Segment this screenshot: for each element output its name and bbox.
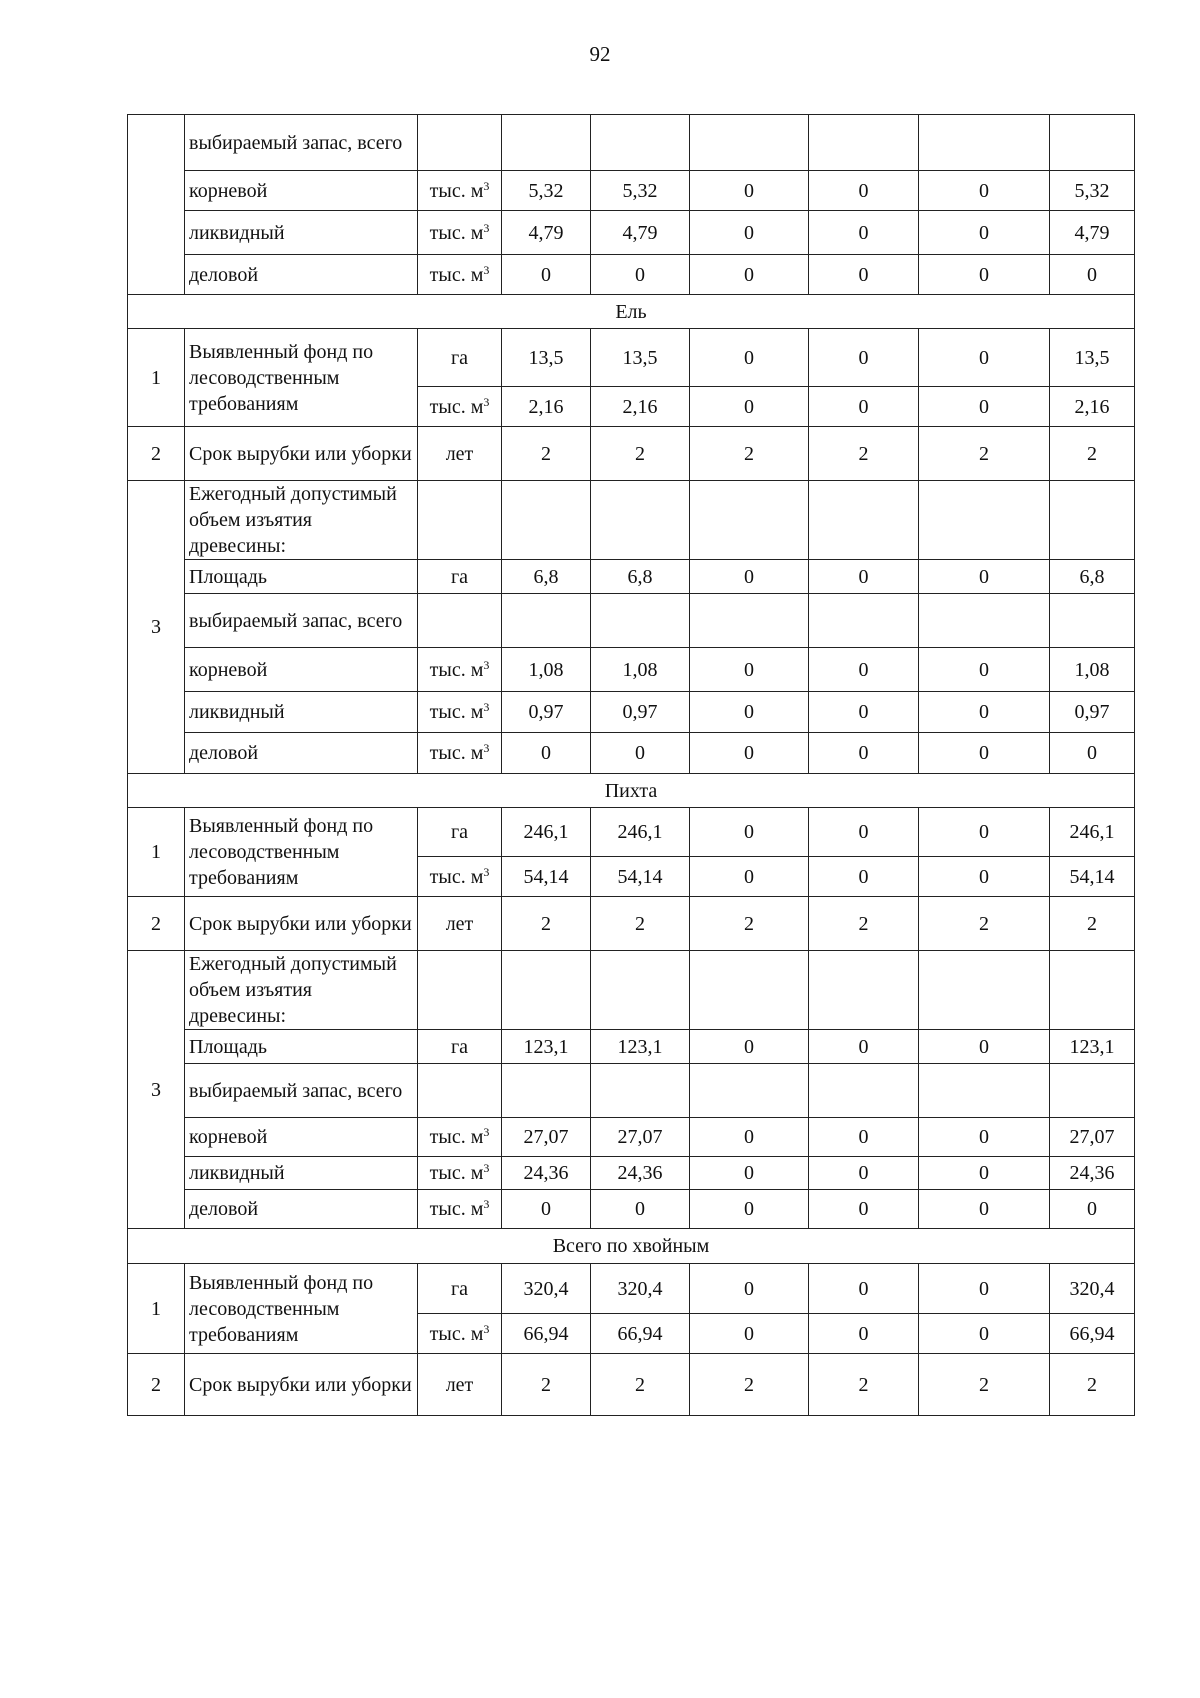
value-cell: 0 bbox=[809, 692, 919, 733]
unit-cell bbox=[418, 594, 502, 648]
row-label: Ежегодный допустимый объем изъятия древесины: bbox=[185, 481, 418, 560]
unit-cell: тыс. $м^3$ bbox=[418, 733, 502, 774]
value-cell bbox=[1050, 481, 1135, 560]
value-cell: 0 bbox=[809, 1030, 919, 1064]
section-header-row bbox=[128, 1229, 1135, 1264]
value-cell: 2 bbox=[919, 897, 1050, 951]
value-cell bbox=[502, 1064, 591, 1118]
row-number: 2 bbox=[128, 427, 185, 481]
value-cell: 0 bbox=[690, 808, 809, 857]
value-cell: 2 bbox=[690, 897, 809, 951]
value-cell: 24,36 bbox=[1050, 1157, 1135, 1190]
value-cell: 0 bbox=[919, 211, 1050, 255]
unit-cell: тыс. $м^3$ bbox=[418, 1157, 502, 1190]
row-label: корневой bbox=[185, 171, 418, 211]
unit-cell bbox=[418, 951, 502, 1030]
value-cell: 0 bbox=[919, 1157, 1050, 1190]
value-cell: 0 bbox=[919, 692, 1050, 733]
row-label: деловой bbox=[185, 1190, 418, 1229]
value-cell: 0 bbox=[690, 387, 809, 427]
value-cell: 0,97 bbox=[502, 692, 591, 733]
value-cell: 54,14 bbox=[1050, 857, 1135, 897]
unit-cell bbox=[418, 115, 502, 171]
value-cell: 2 bbox=[690, 427, 809, 481]
value-cell: 246,1 bbox=[591, 808, 690, 857]
value-cell bbox=[690, 115, 809, 171]
value-cell: 2 bbox=[1050, 427, 1135, 481]
row-label: корневой bbox=[185, 1118, 418, 1157]
value-cell: 0 bbox=[502, 255, 591, 295]
row-label: выбираемый запас, всего bbox=[185, 115, 418, 171]
value-cell bbox=[591, 481, 690, 560]
value-cell: 0 bbox=[1050, 255, 1135, 295]
value-cell: 0 bbox=[919, 808, 1050, 857]
value-cell: 0 bbox=[809, 1118, 919, 1157]
value-cell: 0 bbox=[919, 648, 1050, 692]
value-cell bbox=[591, 594, 690, 648]
value-cell: 320,4 bbox=[1050, 1264, 1135, 1314]
row-label: выбираемый запас, всего bbox=[185, 1064, 418, 1118]
value-cell: 0 bbox=[690, 255, 809, 295]
value-cell: 24,36 bbox=[502, 1157, 591, 1190]
value-cell: 0 bbox=[690, 171, 809, 211]
row-number: 1 bbox=[128, 1264, 185, 1354]
value-cell: 54,14 bbox=[591, 857, 690, 897]
value-cell: 0 bbox=[809, 1157, 919, 1190]
value-cell bbox=[809, 951, 919, 1030]
value-cell: 320,4 bbox=[502, 1264, 591, 1314]
value-cell: 2 bbox=[809, 1354, 919, 1416]
unit-cell: га bbox=[418, 808, 502, 857]
unit-cell bbox=[418, 1064, 502, 1118]
row-label: Срок вырубки или уборки bbox=[185, 427, 418, 481]
value-cell: 2 bbox=[502, 897, 591, 951]
table-row bbox=[128, 897, 1135, 951]
value-cell: 0 bbox=[1050, 733, 1135, 774]
unit-cell: тыс. $м^3$ bbox=[418, 648, 502, 692]
value-cell: 0 bbox=[919, 255, 1050, 295]
row-label: Выявленный фонд по лесоводственным требованиям bbox=[185, 808, 418, 897]
value-cell: 2 bbox=[1050, 897, 1135, 951]
row-label: выбираемый запас, всего bbox=[185, 594, 418, 648]
value-cell bbox=[502, 594, 591, 648]
value-cell bbox=[502, 481, 591, 560]
value-cell: 2,16 bbox=[591, 387, 690, 427]
value-cell: 0 bbox=[502, 1190, 591, 1229]
value-cell: 320,4 bbox=[591, 1264, 690, 1314]
value-cell bbox=[919, 594, 1050, 648]
value-cell: 5,32 bbox=[502, 171, 591, 211]
row-number: 1 bbox=[128, 329, 185, 427]
unit-cell bbox=[418, 481, 502, 560]
value-cell: 0 bbox=[809, 857, 919, 897]
row-number: 2 bbox=[128, 897, 185, 951]
value-cell: 2 bbox=[591, 427, 690, 481]
value-cell bbox=[690, 1064, 809, 1118]
value-cell: 0 bbox=[591, 733, 690, 774]
value-cell: 0 bbox=[809, 329, 919, 387]
value-cell: 0 bbox=[809, 1264, 919, 1314]
unit-cell: га bbox=[418, 1030, 502, 1064]
value-cell: 0 bbox=[690, 1118, 809, 1157]
unit-cell: тыс. $м^3$ bbox=[418, 692, 502, 733]
value-cell: 0 bbox=[919, 329, 1050, 387]
value-cell: 0 bbox=[809, 733, 919, 774]
unit-cell: га bbox=[418, 1264, 502, 1314]
unit-cell: га bbox=[418, 329, 502, 387]
value-cell: 0 bbox=[690, 1157, 809, 1190]
value-cell: 27,07 bbox=[1050, 1118, 1135, 1157]
row-label: ликвидный bbox=[185, 1157, 418, 1190]
value-cell bbox=[1050, 594, 1135, 648]
table-row bbox=[128, 808, 1135, 857]
value-cell bbox=[690, 481, 809, 560]
value-cell: 0 bbox=[809, 808, 919, 857]
value-cell: 0 bbox=[502, 733, 591, 774]
table-row bbox=[128, 171, 1135, 211]
value-cell: 66,94 bbox=[1050, 1314, 1135, 1354]
value-cell: 2 bbox=[502, 427, 591, 481]
table-row bbox=[128, 1190, 1135, 1229]
row-label: Площадь bbox=[185, 1030, 418, 1064]
table-row bbox=[128, 692, 1135, 733]
value-cell: 0 bbox=[690, 1264, 809, 1314]
value-cell: 27,07 bbox=[591, 1118, 690, 1157]
value-cell bbox=[690, 951, 809, 1030]
table-row bbox=[128, 1354, 1135, 1416]
value-cell: 0 bbox=[809, 387, 919, 427]
section-header-row bbox=[128, 774, 1135, 808]
table-row bbox=[128, 648, 1135, 692]
value-cell: 2 bbox=[591, 1354, 690, 1416]
unit-cell: лет bbox=[418, 897, 502, 951]
value-cell: 54,14 bbox=[502, 857, 591, 897]
page-number: 92 bbox=[589, 42, 611, 66]
value-cell: 0,97 bbox=[1050, 692, 1135, 733]
unit-cell: тыс. $м^3$ bbox=[418, 1118, 502, 1157]
value-cell: 0 bbox=[809, 1314, 919, 1354]
unit-cell: тыс. $м^3$ bbox=[418, 171, 502, 211]
value-cell: 13,5 bbox=[1050, 329, 1135, 387]
value-cell: 0 bbox=[1050, 1190, 1135, 1229]
value-cell: 0 bbox=[690, 1314, 809, 1354]
row-label: Площадь bbox=[185, 560, 418, 594]
table-row bbox=[128, 1157, 1135, 1190]
value-cell: 0 bbox=[690, 1190, 809, 1229]
value-cell: 6,8 bbox=[502, 560, 591, 594]
table-row bbox=[128, 211, 1135, 255]
value-cell: 6,8 bbox=[1050, 560, 1135, 594]
table-row bbox=[128, 427, 1135, 481]
section-title: Пихта bbox=[128, 774, 1135, 808]
table-row bbox=[128, 560, 1135, 594]
value-cell: 2,16 bbox=[502, 387, 591, 427]
table-row bbox=[128, 1264, 1135, 1314]
value-cell: 27,07 bbox=[502, 1118, 591, 1157]
unit-cell: лет bbox=[418, 1354, 502, 1416]
value-cell: 2 bbox=[1050, 1354, 1135, 1416]
value-cell bbox=[1050, 1064, 1135, 1118]
value-cell: 66,94 bbox=[591, 1314, 690, 1354]
value-cell: 0 bbox=[591, 255, 690, 295]
value-cell: 0 bbox=[591, 1190, 690, 1229]
value-cell: 4,79 bbox=[1050, 211, 1135, 255]
value-cell bbox=[919, 951, 1050, 1030]
value-cell: 0 bbox=[919, 1030, 1050, 1064]
row-number: 1 bbox=[128, 808, 185, 897]
value-cell bbox=[919, 481, 1050, 560]
value-cell bbox=[919, 115, 1050, 171]
unit-cell: лет bbox=[418, 427, 502, 481]
value-cell: 0 bbox=[809, 171, 919, 211]
table-row bbox=[128, 255, 1135, 295]
unit-cell: тыс. $м^3$ bbox=[418, 387, 502, 427]
value-cell bbox=[809, 115, 919, 171]
value-cell: 0 bbox=[809, 1190, 919, 1229]
row-label: деловой bbox=[185, 733, 418, 774]
unit-cell: тыс. $м^3$ bbox=[418, 1190, 502, 1229]
value-cell: 4,79 bbox=[502, 211, 591, 255]
value-cell: 0 bbox=[690, 733, 809, 774]
unit-cell: тыс. $м^3$ bbox=[418, 255, 502, 295]
value-cell: 0 bbox=[809, 560, 919, 594]
value-cell: 13,5 bbox=[502, 329, 591, 387]
table-row bbox=[128, 1064, 1135, 1118]
section-header-row bbox=[128, 295, 1135, 329]
value-cell: 0 bbox=[919, 1314, 1050, 1354]
value-cell: 2 bbox=[919, 1354, 1050, 1416]
value-cell bbox=[1050, 115, 1135, 171]
unit-cell: тыс. $м^3$ bbox=[418, 211, 502, 255]
row-number: 3 bbox=[128, 481, 185, 774]
value-cell: 0 bbox=[690, 692, 809, 733]
row-label: ликвидный bbox=[185, 211, 418, 255]
value-cell bbox=[591, 1064, 690, 1118]
value-cell bbox=[502, 951, 591, 1030]
table-row bbox=[128, 1030, 1135, 1064]
value-cell bbox=[1050, 951, 1135, 1030]
unit-cell: тыс. $м^3$ bbox=[418, 857, 502, 897]
value-cell: 0 bbox=[690, 560, 809, 594]
value-cell: 0 bbox=[690, 211, 809, 255]
section-title: Ель bbox=[128, 295, 1135, 329]
value-cell: 123,1 bbox=[1050, 1030, 1135, 1064]
value-cell: 0 bbox=[809, 255, 919, 295]
value-cell: 66,94 bbox=[502, 1314, 591, 1354]
value-cell: 0 bbox=[809, 211, 919, 255]
row-label: Выявленный фонд по лесоводственным требованиям bbox=[185, 1264, 418, 1354]
forest-volume-table bbox=[127, 114, 1135, 1416]
row-number: 3 bbox=[128, 951, 185, 1229]
value-cell bbox=[502, 115, 591, 171]
value-cell: 4,79 bbox=[591, 211, 690, 255]
row-label: Срок вырубки или уборки bbox=[185, 1354, 418, 1416]
value-cell: 0 bbox=[919, 1264, 1050, 1314]
table-row bbox=[128, 329, 1135, 387]
table-row bbox=[128, 951, 1135, 1030]
value-cell bbox=[919, 1064, 1050, 1118]
value-cell: 0 bbox=[919, 171, 1050, 211]
row-label: деловой bbox=[185, 255, 418, 295]
value-cell: 0 bbox=[919, 857, 1050, 897]
value-cell: 246,1 bbox=[502, 808, 591, 857]
row-number bbox=[128, 115, 185, 295]
value-cell bbox=[809, 481, 919, 560]
value-cell: 0,97 bbox=[591, 692, 690, 733]
row-label: Ежегодный допустимый объем изъятия древесины: bbox=[185, 951, 418, 1030]
table-row bbox=[128, 481, 1135, 560]
value-cell: 2 bbox=[919, 427, 1050, 481]
value-cell: 246,1 bbox=[1050, 808, 1135, 857]
row-label: Срок вырубки или уборки bbox=[185, 897, 418, 951]
value-cell: 13,5 bbox=[591, 329, 690, 387]
value-cell: 2 bbox=[690, 1354, 809, 1416]
value-cell: 0 bbox=[690, 648, 809, 692]
unit-cell: тыс. $м^3$ bbox=[418, 1314, 502, 1354]
row-label: Выявленный фонд по лесоводственным требованиям bbox=[185, 329, 418, 427]
row-label: корневой bbox=[185, 648, 418, 692]
value-cell: 1,08 bbox=[1050, 648, 1135, 692]
value-cell: 0 bbox=[919, 1118, 1050, 1157]
value-cell: 5,32 bbox=[591, 171, 690, 211]
value-cell: 123,1 bbox=[502, 1030, 591, 1064]
value-cell: 2 bbox=[591, 897, 690, 951]
table-row bbox=[128, 733, 1135, 774]
value-cell: 0 bbox=[690, 857, 809, 897]
row-label: ликвидный bbox=[185, 692, 418, 733]
value-cell: 123,1 bbox=[591, 1030, 690, 1064]
value-cell bbox=[591, 951, 690, 1030]
value-cell: 24,36 bbox=[591, 1157, 690, 1190]
table-row bbox=[128, 115, 1135, 171]
unit-cell: га bbox=[418, 560, 502, 594]
value-cell: 6,8 bbox=[591, 560, 690, 594]
value-cell: 0 bbox=[919, 387, 1050, 427]
value-cell: 0 bbox=[919, 1190, 1050, 1229]
value-cell: 2 bbox=[809, 427, 919, 481]
value-cell bbox=[690, 594, 809, 648]
section-title: Всего по хвойным bbox=[128, 1229, 1135, 1264]
table-row bbox=[128, 594, 1135, 648]
value-cell bbox=[809, 594, 919, 648]
value-cell bbox=[809, 1064, 919, 1118]
value-cell: 0 bbox=[809, 648, 919, 692]
value-cell: 1,08 bbox=[591, 648, 690, 692]
value-cell: 2 bbox=[502, 1354, 591, 1416]
value-cell bbox=[591, 115, 690, 171]
table-row bbox=[128, 1118, 1135, 1157]
value-cell: 0 bbox=[919, 560, 1050, 594]
value-cell: 0 bbox=[690, 329, 809, 387]
row-number: 2 bbox=[128, 1354, 185, 1416]
value-cell: 0 bbox=[690, 1030, 809, 1064]
value-cell: 2 bbox=[809, 897, 919, 951]
value-cell: 0 bbox=[919, 733, 1050, 774]
value-cell: 5,32 bbox=[1050, 171, 1135, 211]
value-cell: 2,16 bbox=[1050, 387, 1135, 427]
value-cell: 1,08 bbox=[502, 648, 591, 692]
